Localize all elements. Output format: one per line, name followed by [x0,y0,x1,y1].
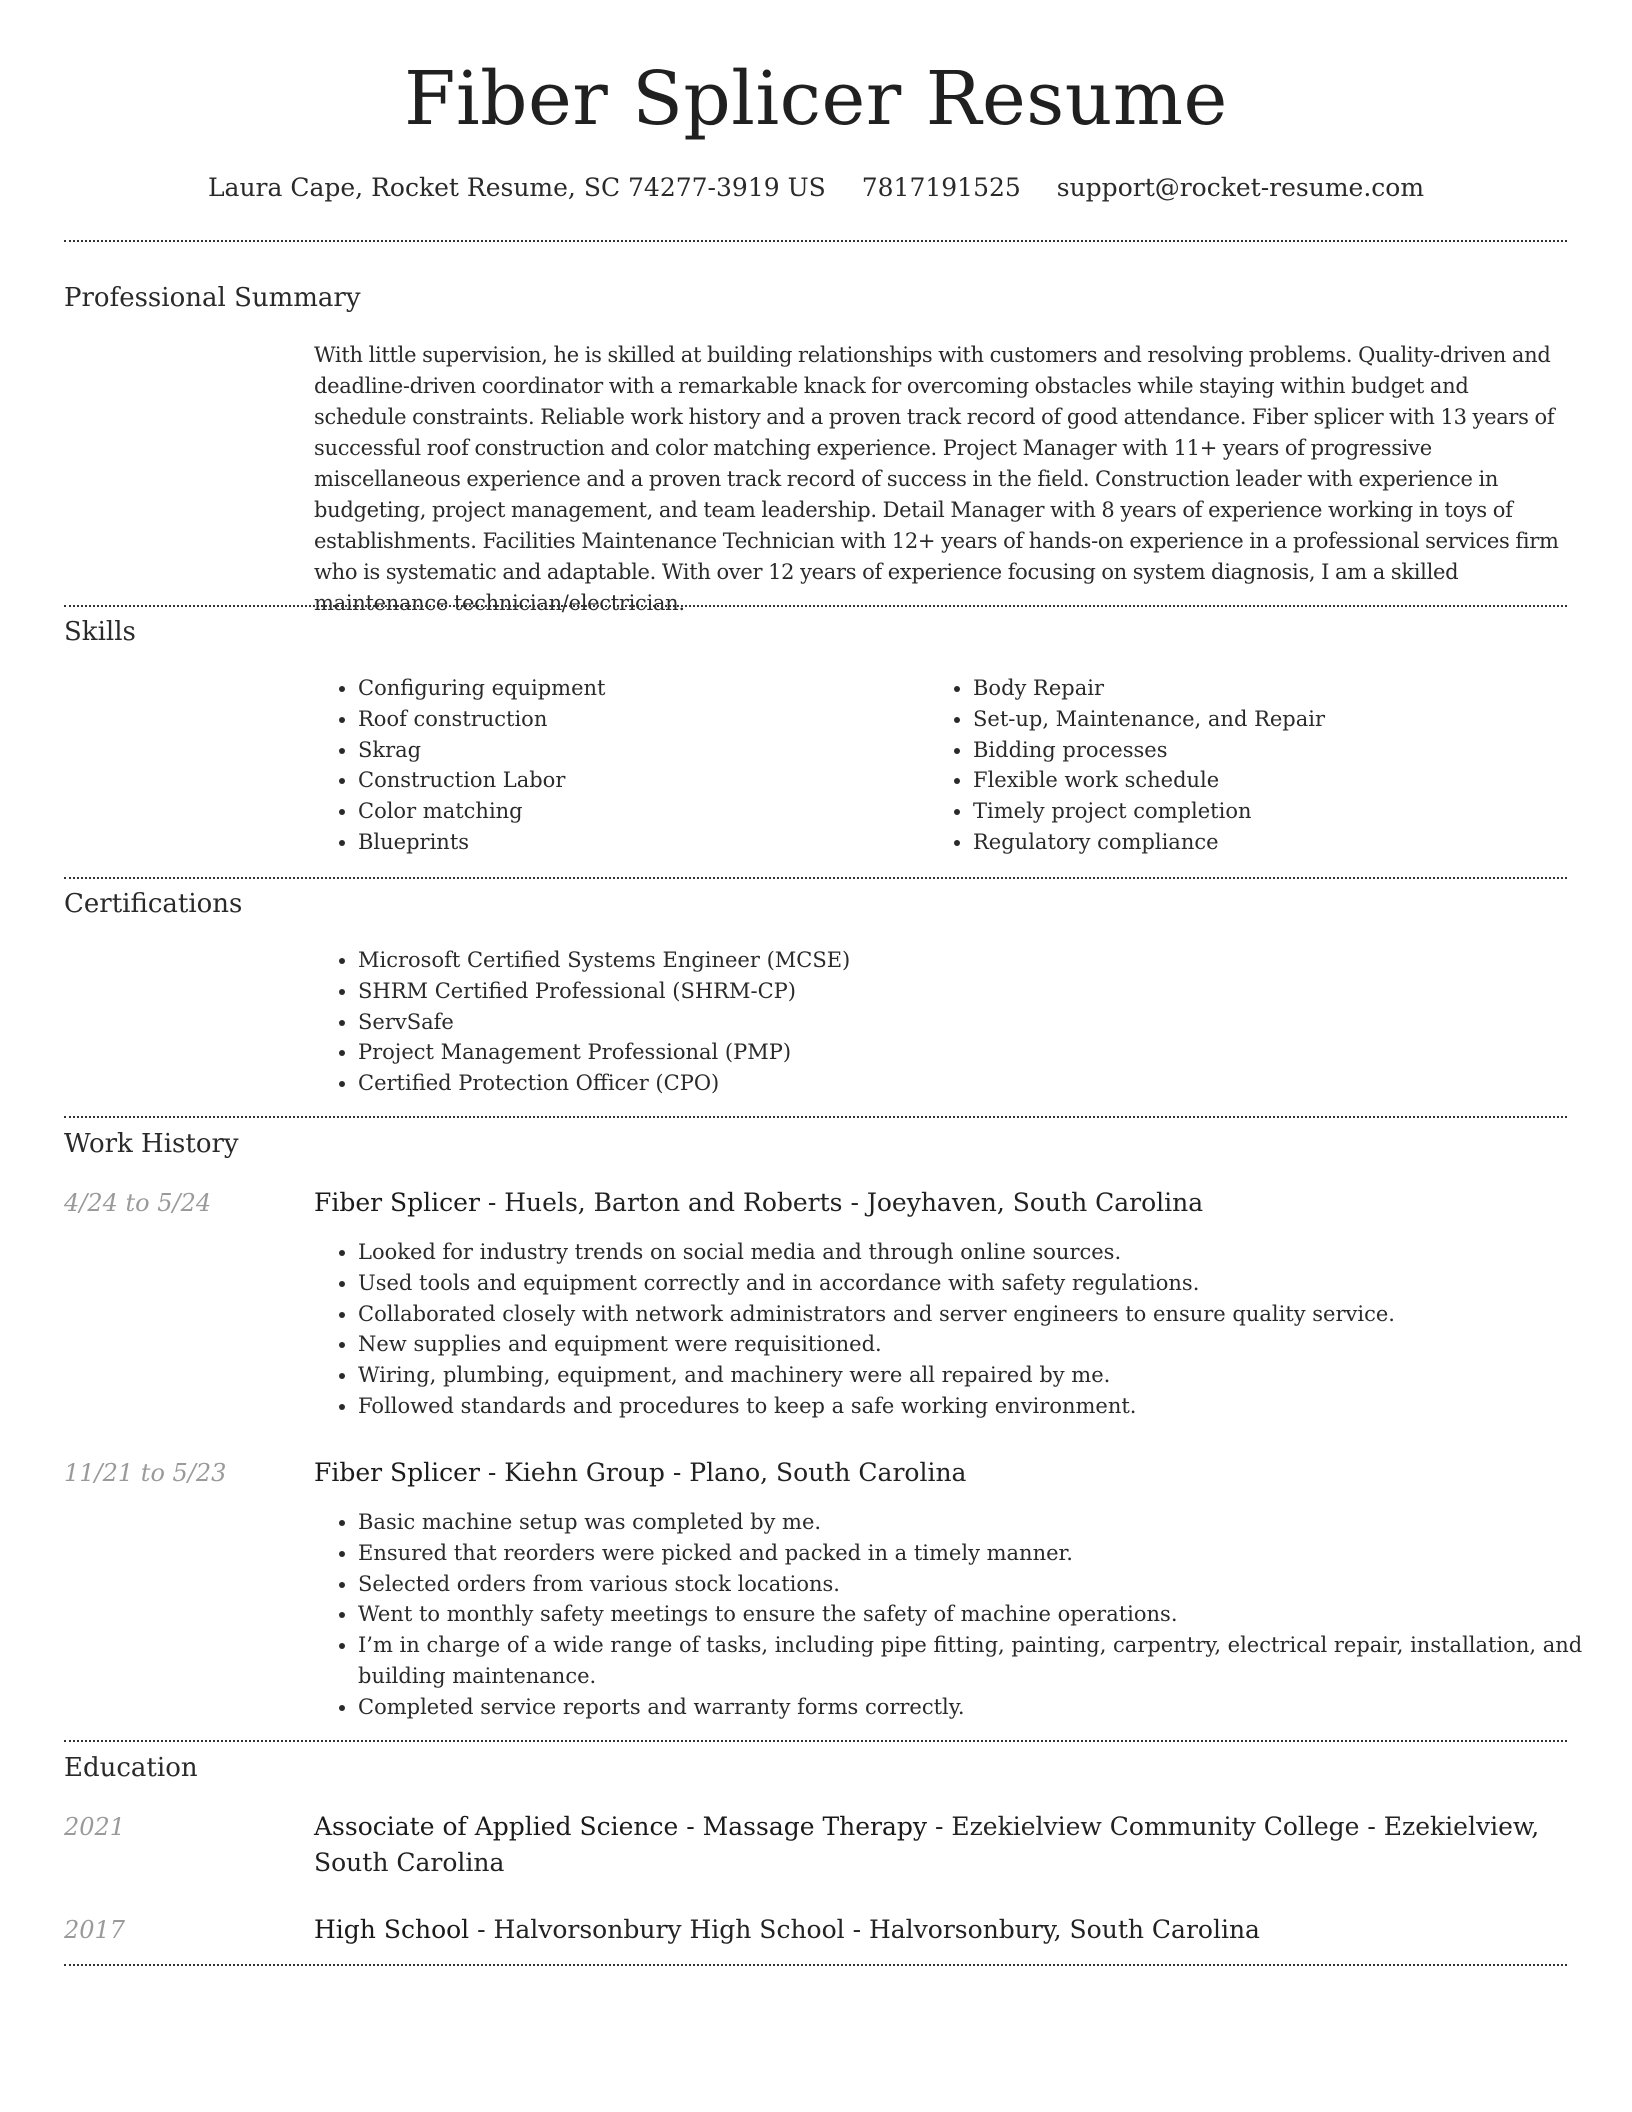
education-entry [314,1809,1564,1881]
summary-text: With little supervision, he is skilled at building relationships with customers and resolving problems. Quality-driven and deadline-driven coordinator with a remarkable knack for overcoming obstacles while staying within budget and schedule constraints. Reliable work history and a proven track record of good attendance. Fiber splicer with 13 years of successful roof construction and color matching experience. Project Manager with 11+ years of progressive miscellaneous experience and a proven track record of success in the field. Construction leader with experience in budgeting, project management, and team leadership. Detail Manager with 8 years of experience working in toys of establishments. Facilities Maintenance Technician with 12+ years of hands-on experience in a professional services firm who is systematic and adaptable. With over 12 years of experience focusing on system diagnosis, I am a skilled maintenance technician/electrician. [314,343,1559,615]
job-bullet: • Completed service reports and warranty forms correctly. [358,1692,1608,1723]
job-details: - Kiehn Group - Plano, South Carolina [479,1458,967,1487]
job-bullet: • Wiring, plumbing, equipment, and machinery were all repaired by me. [358,1360,1608,1391]
section-heading-summary: Professional Summary [64,283,361,313]
skill-item: • Set-up, Maintenance, and Repair [973,704,1573,735]
job-bullets [314,1507,1608,1723]
job-bullet: • Went to monthly safety meetings to ensure the safety of machine operations. [358,1599,1608,1630]
education-year: 2021 [64,1813,126,1841]
skill-item: • Body Repair [973,673,1573,704]
divider [64,1116,1567,1118]
job-bullet: • Collaborated closely with network administrators and server engineers to ensure quality service. [358,1299,1608,1330]
divider [64,877,1567,879]
job-bullet: • Followed standards and procedures to keep a safe working environment. [358,1391,1608,1422]
skill-item: • Timely project completion [973,796,1573,827]
job-dates: 4/24 to 5/24 [64,1189,212,1217]
job-details: - Huels, Barton and Roberts - Joeyhaven, South Carolina [479,1188,1204,1217]
section-heading-work-history: Work History [64,1129,239,1159]
job-bullet: • I’m in charge of a wide range of tasks, including pipe fitting, painting, carpentry, electrical repair, installation, and building maintenance. [358,1630,1608,1692]
certification-item: • SHRM Certified Professional (SHRM-CP) [358,976,1558,1007]
job-bullet: • Basic machine setup was completed by me. [358,1507,1608,1538]
skill-item: • Color matching [358,796,918,827]
education-degree: Associate of Applied Science - Massage Therapy [314,1812,928,1841]
education-details: - Halvorsonbury High School - Halvorsonbury, South Carolina [469,1915,1260,1944]
job-dates: 11/21 to 5/23 [64,1459,227,1487]
job-bullet: • Used tools and equipment correctly and in accordance with safety regulations. [358,1268,1608,1299]
skill-item: • Blueprints [358,827,918,858]
divider [64,240,1567,242]
contact-email: support@rocket-resume.com [1056,173,1425,202]
job-role: Fiber Splicer [314,1188,480,1217]
skill-item: • Skrag [358,735,918,766]
education-entry [314,1912,1564,1948]
job-bullet: • Selected orders from various stock locations. [358,1569,1608,1600]
skill-item: • Roof construction [358,704,918,735]
job-bullet: • Looked for industry trends on social media and through online sources. [358,1237,1608,1268]
certification-item: • Certified Protection Officer (CPO) [358,1068,1558,1099]
skill-item: • Bidding processes [973,735,1573,766]
skill-item: • Regulatory compliance [973,827,1573,858]
skills-list-left [314,673,918,858]
skill-item: • Flexible work schedule [973,765,1573,796]
page-title: Fiber Splicer Resume [404,56,1228,142]
contact-phone: 7817191525 [861,173,1021,202]
job-title [314,1185,1564,1221]
certification-item: • Project Management Professional (PMP) [358,1037,1558,1068]
section-heading-skills: Skills [64,617,136,647]
skill-item: • Construction Labor [358,765,918,796]
contact-line [0,170,1632,206]
job-bullet: • New supplies and equipment were requisitioned. [358,1329,1608,1360]
certification-item: • ServSafe [358,1007,1558,1038]
job-bullets [314,1237,1608,1422]
education-degree: High School [314,1915,470,1944]
section-heading-certifications: Certifications [64,889,243,919]
certification-item: • Microsoft Certified Systems Engineer (MCSE) [358,945,1558,976]
certifications-list [314,945,1558,1099]
divider [64,1740,1567,1742]
education-year: 2017 [64,1916,126,1944]
education-details: - Ezekielview Community College - Ezekielview, South Carolina [314,1812,1540,1877]
job-role: Fiber Splicer [314,1458,480,1487]
section-heading-education: Education [64,1753,198,1783]
skills-list-right [929,673,1573,858]
job-title [314,1455,1564,1491]
divider [64,1964,1567,1966]
job-bullet: • Ensured that reorders were picked and packed in a timely manner. [358,1538,1608,1569]
skill-item: • Configuring equipment [358,673,918,704]
divider [64,605,1567,607]
contact-address: Laura Cape, Rocket Resume, SC 74277-3919 US [207,173,826,202]
